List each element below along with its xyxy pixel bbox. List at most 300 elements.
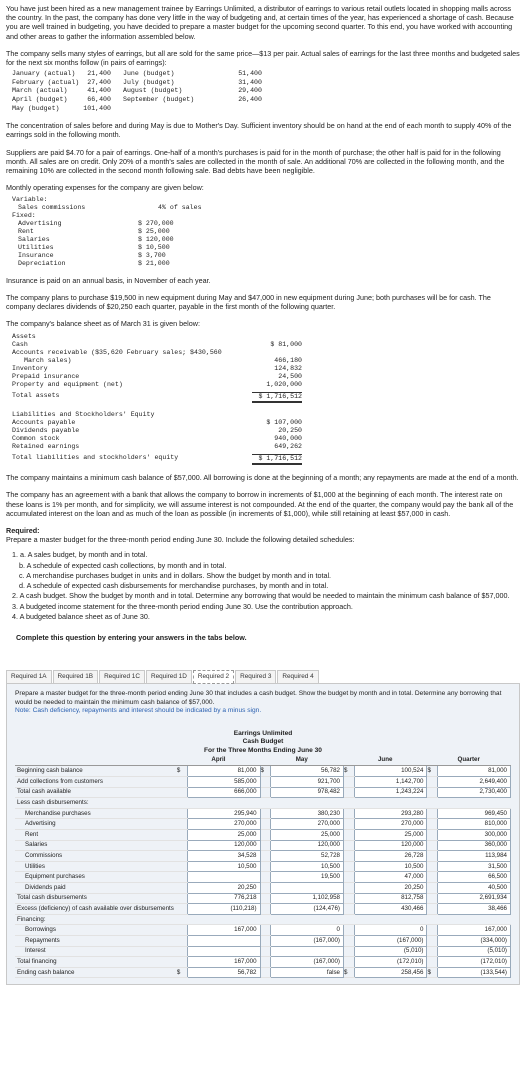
row-label: Total financing [15, 957, 177, 968]
amount-input [271, 914, 344, 925]
sales-row [12, 79, 268, 88]
amount-input[interactable]: 1,243,224 [354, 787, 427, 798]
balance-row [12, 341, 520, 349]
amount-input [438, 914, 511, 925]
amount-input[interactable]: 31,500 [438, 861, 511, 872]
expense-row [12, 236, 520, 244]
currency-sign [427, 904, 438, 915]
balance-label: Retained earnings [12, 443, 80, 451]
required-lead: Prepare a master budget for the three-month period ending June 30. Include the following detailed schedules: [6, 535, 355, 545]
expense-row [12, 260, 520, 268]
amount-input[interactable]: 167,000 [438, 925, 511, 936]
balance-label: Total liabilities and stockholders' equity [12, 454, 179, 462]
amount-input[interactable]: 10,500 [271, 861, 344, 872]
amount-input[interactable]: 0 [271, 925, 344, 936]
currency-sign [343, 925, 354, 936]
currency-sign [343, 840, 354, 851]
currency-sign [260, 946, 271, 957]
amount-input[interactable]: 81,000 [438, 766, 511, 777]
sales-month: February (actual) [12, 78, 80, 86]
currency-sign [177, 946, 187, 957]
row-label: Financing: [15, 914, 177, 925]
intro-paragraph: You have just been hired as a new management trainee by Earrings Unlimited, a distributor of earrings to various retail outlets located in shopping malls across the country. In the past, the company has done very little in the way of budgeting and, at certain times of the year, has experienced a shortage of cash. Because you are well trained in budgeting, you have decided to prepare a master budget for the upcoming second quarter. To this end, you have worked with accounting and other areas to gather the information assembled below. [6, 4, 514, 41]
amount-input [187, 798, 260, 809]
sales-value: 27,400 [87, 78, 111, 86]
sales-row [12, 87, 268, 96]
sales-month: March (actual) [12, 87, 68, 95]
row-label: Add collections from customers [15, 777, 177, 788]
balance-value [252, 411, 302, 419]
amount-input[interactable]: 0 [354, 925, 427, 936]
company-name: Earrings Unlimited [233, 729, 293, 737]
currency-sign [427, 819, 438, 830]
amount-input[interactable]: 295,940 [187, 808, 260, 819]
amount-input[interactable]: 47,000 [354, 872, 427, 883]
expenses-paragraph: Monthly operating expenses for the company are given below: [6, 183, 204, 193]
amount-input [187, 914, 260, 925]
currency-sign [343, 830, 354, 841]
balance-row [12, 357, 520, 365]
tab-required-3[interactable]: Required 3 [235, 670, 276, 684]
amount-input[interactable]: 120,000 [187, 840, 260, 851]
balance-label: Cash [12, 340, 28, 348]
amount-input[interactable]: 270,000 [187, 819, 260, 830]
balance-row [12, 411, 520, 419]
currency-sign [260, 957, 271, 968]
sales-month: July (budget) [122, 78, 175, 86]
amount-input[interactable]: (124,476) [271, 904, 344, 915]
row-label: Rent [15, 830, 177, 841]
amount-input [354, 914, 427, 925]
amount-input[interactable]: 430,466 [354, 904, 427, 915]
amount-input[interactable]: 20,250 [187, 882, 260, 893]
insurance-paragraph: Insurance is paid on an annual basis, in November of each year. [6, 275, 211, 285]
sales-month: August (budget) [122, 87, 183, 95]
sales-value: 41,400 [87, 87, 111, 95]
balance-value [252, 349, 302, 357]
currency-sign: $ [260, 766, 271, 777]
amount-input[interactable]: 1,142,700 [354, 777, 427, 788]
balance-row [12, 443, 520, 451]
sales-table [12, 70, 268, 113]
amount-input [438, 798, 511, 809]
required-title: Required: [6, 525, 40, 535]
currency-sign [177, 798, 187, 809]
bank-paragraph: The company has an agreement with a bank that allows the company to borrow in increments of $1,000 at the beginning of each month. The interest rate on these loans is 1% per month, and for simplicity, we will assume interest is not compounded. At the end of the quarter, the company would pay the bank all of the accumulated interest on the loan and as much of the loan as possible (in increments of $1,000), while still retaining at least $57,000 in cash. [6, 490, 514, 518]
amount-input[interactable]: 293,280 [354, 808, 427, 819]
tab-required-1a[interactable]: Required 1A [6, 670, 52, 684]
header-may: May [260, 755, 343, 766]
currency-sign [343, 946, 354, 957]
balance-value: $ 107,000 [266, 418, 302, 426]
tab-note: Note: Cash deficiency, repayments and interest should be indicated by a minus sign. [15, 707, 262, 715]
budget-row [15, 914, 511, 925]
amount-input[interactable]: 81,000 [187, 766, 260, 777]
currency-sign: $ [177, 967, 187, 978]
balance-value: $ 81,000 [270, 340, 302, 348]
sales-value: 26,400 [238, 96, 262, 104]
sales-value: 21,400 [87, 70, 111, 78]
expense-row [12, 228, 520, 236]
sales-month: June (budget) [122, 70, 175, 78]
currency-sign [427, 861, 438, 872]
budget-row [15, 766, 511, 777]
expense-label: Advertising [18, 219, 62, 227]
amount-input[interactable]: 10,500 [354, 861, 427, 872]
amount-input[interactable]: 25,000 [271, 830, 344, 841]
tab-required-4[interactable]: Required 4 [277, 670, 318, 684]
currency-sign [343, 935, 354, 946]
row-label: Less cash disbursements: [15, 798, 177, 809]
balance-label: Total assets [12, 391, 60, 399]
currency-sign [343, 957, 354, 968]
row-label: Utilities [15, 861, 177, 872]
amount-input[interactable]: 120,000 [271, 840, 344, 851]
amount-input[interactable]: 167,000 [187, 957, 260, 968]
balance-value: 940,000 [274, 435, 302, 443]
expense-value: $ 10,500 [138, 243, 170, 251]
currency-sign [343, 808, 354, 819]
row-label: Ending cash balance [15, 967, 177, 978]
amount-input[interactable]: 34,528 [187, 851, 260, 862]
balance-label: Common stock [12, 435, 60, 443]
currency-sign [177, 830, 187, 841]
currency-sign [177, 957, 187, 968]
amount-input[interactable]: (5,010) [438, 946, 511, 957]
currency-sign [177, 861, 187, 872]
amount-input[interactable]: 776,218 [187, 893, 260, 904]
row-label: Commissions [15, 851, 177, 862]
amount-input[interactable]: (167,000) [354, 935, 427, 946]
suppliers-paragraph: Suppliers are paid $4.70 for a pair of earrings. One-half of a month's purchases is paid for in the month of purchase; the other half is paid for in the following month. All sales are on credit. Only 20% of a month's sales are collected in the month of sale. An additional 70% are collected in the following month, and the remaining 10% are collected in the second month following sale. Bad debts have been negligible. [6, 147, 505, 176]
amount-input[interactable]: 812,758 [354, 893, 427, 904]
amount-input[interactable]: 10,500 [187, 861, 260, 872]
header-april: April [177, 755, 260, 766]
amount-input[interactable]: 258,456 [354, 967, 427, 978]
header-june: June [343, 755, 426, 766]
amount-input[interactable]: 38,466 [438, 904, 511, 915]
required-item: 1. a. A sales budget, by month and in total. [12, 550, 148, 560]
row-label: Merchandise purchases [15, 808, 177, 819]
tab-required-1c[interactable]: Required 1C [99, 670, 145, 684]
amount-input[interactable]: 40,500 [438, 882, 511, 893]
sales-month [117, 105, 198, 114]
currency-sign [177, 787, 187, 798]
amount-input[interactable]: (110,218) [187, 904, 260, 915]
amount-input[interactable]: 1,102,958 [271, 893, 344, 904]
budget-row [15, 787, 511, 798]
currency-sign [260, 914, 271, 925]
budget-row [15, 798, 511, 809]
balance-label: Liabilities and Stockholders' Equity [12, 410, 155, 418]
sales-row [12, 96, 268, 105]
budget-row [15, 925, 511, 936]
amount-input[interactable]: (167,000) [271, 957, 344, 968]
expense-row [12, 252, 520, 260]
amount-input[interactable] [187, 872, 260, 883]
amount-input[interactable]: 19,500 [271, 872, 344, 883]
currency-sign [177, 882, 187, 893]
amount-input [271, 798, 344, 809]
balance-label: Assets [12, 332, 36, 340]
amount-input[interactable]: 167,000 [187, 925, 260, 936]
currency-sign [343, 914, 354, 925]
currency-sign [177, 935, 187, 946]
balance-label: March sales) [24, 356, 72, 364]
amount-input[interactable]: (334,000) [438, 935, 511, 946]
commission-label: Sales commissions [18, 203, 86, 211]
currency-sign [260, 787, 271, 798]
amount-input[interactable] [271, 946, 344, 957]
sales-value: 101,400 [83, 104, 111, 112]
fixed-label: Fixed: [12, 211, 36, 219]
amount-input[interactable]: false [271, 967, 344, 978]
amount-input[interactable]: (5,010) [354, 946, 427, 957]
expenses-table [12, 196, 520, 268]
header-row [15, 755, 511, 766]
amount-input[interactable]: 120,000 [354, 840, 427, 851]
required-list [12, 550, 520, 621]
currency-sign [177, 840, 187, 851]
balance-value: 649,262 [274, 443, 302, 451]
currency-sign [343, 787, 354, 798]
row-label: Repayments [15, 935, 177, 946]
concentration-paragraph: The concentration of sales before and during May is due to Mother's Day. Sufficient inventory should be on hand at the end of each month to supply 40% of the earrings sold in the following month. [6, 121, 512, 140]
amount-input[interactable]: 270,000 [354, 819, 427, 830]
currency-sign [427, 893, 438, 904]
expense-value: $ 3,700 [138, 251, 166, 259]
currency-sign [343, 882, 354, 893]
balance-value: $ 1,716,512 [252, 454, 302, 465]
budget-row [15, 777, 511, 788]
balance-value: 24,500 [278, 372, 302, 380]
sales-month: May (budget) [12, 104, 60, 112]
amount-input[interactable]: 300,000 [438, 830, 511, 841]
row-label: Excess (deficiency) of cash available over disbursements [15, 904, 177, 915]
tab-instructions: Prepare a master budget for the three-month period ending June 30 that includes a cash budget. Show the budget by month and in total. Determine any borrowing that would be needed to maintain the minimum cash balance of $57,000. [15, 690, 502, 706]
row-label: Equipment purchases [15, 872, 177, 883]
tab-required-1d[interactable]: Required 1D [146, 670, 192, 684]
currency-sign [427, 830, 438, 841]
expense-value: $ 21,000 [138, 259, 170, 267]
sales-value: 66,400 [87, 96, 111, 104]
amount-input[interactable]: 978,482 [271, 787, 344, 798]
tab-bar [6, 670, 520, 684]
budget-row [15, 967, 511, 978]
balance-row [12, 392, 520, 403]
budget-row [15, 851, 511, 862]
balance-row [12, 381, 520, 389]
amount-input[interactable]: 2,691,934 [438, 893, 511, 904]
currency-sign [260, 777, 271, 788]
budget-row [15, 830, 511, 841]
required-item: c. A merchandise purchases budget in units and in dollars. Show the budget by month and in total. [19, 570, 332, 580]
sales-paragraph: The company sells many styles of earrings, but all are sold for the same price—$13 per pair. Actual sales of earrings for the last three months and budgeted sales for the next six months follow (in pairs of earrings): [6, 48, 520, 68]
budget-row [15, 946, 511, 957]
currency-sign [260, 872, 271, 883]
balance-row [12, 427, 520, 435]
currency-sign [343, 851, 354, 862]
commission-value: 4% of sales [158, 203, 202, 211]
expense-value: $ 120,000 [138, 235, 174, 243]
min-cash-paragraph: The company maintains a minimum cash balance of $57,000. All borrowing is done at the beginning of a month; any repayments are made at the end of a month. [6, 473, 519, 483]
amount-input[interactable]: (133,544) [438, 967, 511, 978]
amount-input[interactable] [187, 935, 260, 946]
currency-sign [427, 798, 438, 809]
currency-sign [177, 904, 187, 915]
balance-label: Dividends payable [12, 426, 80, 434]
balance-row [12, 349, 520, 357]
budget-row [15, 819, 511, 830]
expense-label: Rent [18, 227, 34, 235]
currency-sign: $ [427, 967, 438, 978]
currency-sign [177, 872, 187, 883]
currency-sign [343, 798, 354, 809]
required-item: d. A schedule of expected cash disbursements for merchandise purchases, by month and in total. [19, 581, 329, 591]
budget-row [15, 808, 511, 819]
amount-input[interactable]: 360,000 [438, 840, 511, 851]
currency-sign [260, 808, 271, 819]
balance-label: Property and equipment (net) [12, 380, 123, 388]
currency-sign [427, 840, 438, 851]
amount-input[interactable]: 20,250 [354, 882, 427, 893]
balance-row [12, 365, 520, 373]
currency-sign [427, 808, 438, 819]
required-item: b. A schedule of expected cash collections, by month and in total. [19, 560, 227, 570]
required-item: 4. A budgeted balance sheet as of June 30. [12, 611, 150, 621]
amount-input[interactable]: 25,000 [187, 830, 260, 841]
expense-label: Insurance [18, 251, 54, 259]
amount-input[interactable]: 921,700 [271, 777, 344, 788]
currency-sign [177, 851, 187, 862]
amount-input[interactable]: 26,728 [354, 851, 427, 862]
amount-input[interactable] [187, 946, 260, 957]
currency-sign [260, 904, 271, 915]
instruction-banner: Complete this question by entering your answers in the tabs below. [16, 632, 247, 642]
currency-sign [343, 777, 354, 788]
expense-value: $ 270,000 [138, 219, 174, 227]
balance-sheet-paragraph: The company's balance sheet as of March 31 is given below: [6, 319, 200, 329]
balance-row [12, 373, 520, 381]
currency-sign [260, 819, 271, 830]
expense-label: Depreciation [18, 259, 66, 267]
amount-input[interactable]: 56,782 [187, 967, 260, 978]
currency-sign [343, 819, 354, 830]
sales-value: 29,400 [238, 87, 262, 95]
balance-value: 124,832 [274, 364, 302, 372]
amount-input[interactable]: (172,010) [438, 957, 511, 968]
currency-sign [260, 935, 271, 946]
amount-input[interactable]: (172,010) [354, 957, 427, 968]
currency-sign [260, 798, 271, 809]
amount-input[interactable]: 666,000 [187, 787, 260, 798]
currency-sign [177, 808, 187, 819]
currency-sign [427, 946, 438, 957]
expense-label: Salaries [18, 235, 50, 243]
amount-input[interactable]: 380,230 [271, 808, 344, 819]
amount-input[interactable]: 585,000 [187, 777, 260, 788]
currency-sign [177, 819, 187, 830]
budget-row [15, 893, 511, 904]
sales-value: 51,400 [238, 70, 262, 78]
currency-sign: $ [343, 967, 354, 978]
budget-row [15, 935, 511, 946]
row-label: Salaries [15, 840, 177, 851]
cash-budget-table [15, 755, 511, 978]
amount-input[interactable]: 66,500 [438, 872, 511, 883]
currency-sign: $ [427, 766, 438, 777]
amount-input [354, 798, 427, 809]
header-quarter: Quarter [427, 755, 511, 766]
balance-row [12, 454, 520, 465]
balance-label: Accounts receivable ($35,620 February sales; $430,560 [12, 348, 222, 356]
balance-value: 1,020,000 [266, 380, 302, 388]
balance-value: 466,180 [274, 356, 302, 364]
currency-sign [260, 830, 271, 841]
expense-row [12, 220, 520, 228]
currency-sign [427, 882, 438, 893]
amount-input[interactable]: (167,000) [271, 935, 344, 946]
sales-month: January (actual) [12, 70, 76, 78]
amount-input[interactable]: 113,984 [438, 851, 511, 862]
tab-required-1b[interactable]: Required 1B [53, 670, 99, 684]
currency-sign [260, 893, 271, 904]
header-blank [15, 755, 177, 766]
amount-input[interactable]: 56,782 [271, 766, 344, 777]
required-item: 2. A cash budget. Show the budget by month and in total. Determine any borrowing that would be needed to maintain the minimum cash balance of $57,000. [12, 591, 510, 601]
currency-sign [260, 882, 271, 893]
amount-input[interactable] [271, 882, 344, 893]
currency-sign [427, 935, 438, 946]
currency-sign: $ [177, 766, 187, 777]
amount-input[interactable]: 969,450 [438, 808, 511, 819]
row-label: Beginning cash balance [15, 766, 177, 777]
expense-label: Utilities [18, 243, 54, 251]
tab-required-2[interactable]: Required 2 [193, 670, 234, 684]
currency-sign [260, 851, 271, 862]
balance-row [12, 333, 520, 341]
balance-label: Inventory [12, 364, 48, 372]
balance-sheet [12, 333, 520, 465]
balance-row [12, 435, 520, 443]
budget-title: Cash Budget [242, 738, 284, 746]
amount-input[interactable]: 2,649,400 [438, 777, 511, 788]
budget-row [15, 840, 511, 851]
row-label: Interest [15, 946, 177, 957]
currency-sign [260, 925, 271, 936]
currency-sign [177, 893, 187, 904]
currency-sign [427, 872, 438, 883]
amount-input[interactable]: 52,728 [271, 851, 344, 862]
currency-sign [343, 904, 354, 915]
currency-sign [177, 914, 187, 925]
cash-budget [15, 730, 511, 979]
amount-input[interactable]: 810,000 [438, 819, 511, 830]
sales-month: September (budget) [122, 96, 195, 104]
amount-input[interactable]: 2,730,400 [438, 787, 511, 798]
amount-input[interactable]: 100,524 [354, 766, 427, 777]
budget-row [15, 904, 511, 915]
currency-sign [427, 925, 438, 936]
balance-value [252, 333, 302, 341]
required-item: 3. A budgeted income statement for the three-month period ending June 30. Use the contribution approach. [12, 601, 353, 611]
sales-row [12, 105, 268, 114]
amount-input[interactable]: 270,000 [271, 819, 344, 830]
balance-label: Accounts payable [12, 418, 76, 426]
currency-sign [427, 787, 438, 798]
balance-value: $ 1,716,512 [252, 392, 302, 403]
amount-input[interactable]: 25,000 [354, 830, 427, 841]
